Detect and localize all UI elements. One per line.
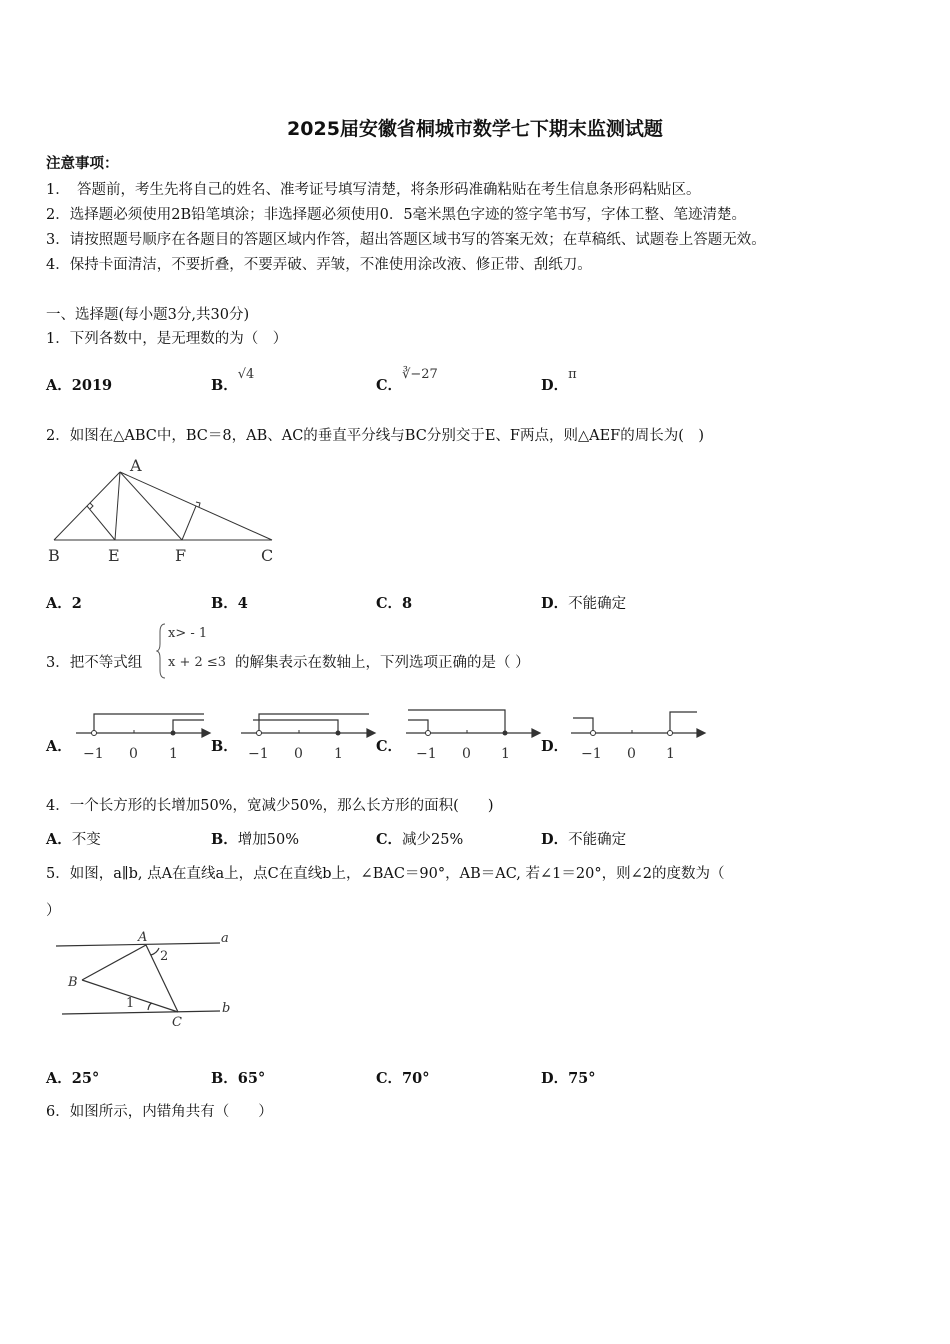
- q3-option-d[interactable]: D．: [541, 738, 569, 755]
- question-3-stem-pre: 3．把不等式组: [46, 655, 143, 671]
- q3-numberline-c: [404, 706, 544, 764]
- q5-option-a[interactable]: A．25°: [46, 1070, 100, 1087]
- q2-option-c[interactable]: C．8: [376, 595, 413, 612]
- q2-label-e: E: [108, 546, 120, 565]
- question-5-stem: 5．如图，a∥b, 点A在直线a上，点C在直线b上，∠BAC＝90°，AB＝AC, 若∠1＝20°，则∠2的度数为（: [46, 866, 725, 882]
- q3b-tick-0: 0: [294, 746, 303, 762]
- notice-heading: 注意事项：: [46, 155, 119, 172]
- q5-parallel-lines-figure: [52, 926, 242, 1032]
- q3d-tick-0: 0: [627, 746, 636, 762]
- q3-option-a[interactable]: A．: [46, 738, 72, 755]
- q1-option-a[interactable]: A．2019: [46, 377, 113, 394]
- q2-option-d[interactable]: D．不能确定: [541, 595, 627, 612]
- q3-numberline-b: [239, 706, 379, 764]
- question-4-stem: 4．一个长方形的长增加50%，宽减少50%，那么长方形的面积( ): [46, 798, 494, 814]
- q3-numberline-a: [74, 706, 214, 764]
- question-3-stem-post: 的解集表示在数轴上，下列选项正确的是（ ）: [235, 655, 530, 671]
- q3-option-b[interactable]: B．: [211, 738, 238, 755]
- q3-option-c[interactable]: C．: [376, 738, 403, 755]
- q5-angle-2: 2: [160, 949, 169, 964]
- q1-option-b[interactable]: B．√4: [211, 367, 255, 394]
- q2-label-f: F: [175, 546, 187, 565]
- q5-option-c[interactable]: C．70°: [376, 1070, 430, 1087]
- q3b-tick-neg1: −1: [248, 746, 269, 762]
- q5-label-c-point: C: [172, 1015, 182, 1030]
- q5-angle-1: 1: [126, 996, 135, 1011]
- q5-label-line-b: b: [222, 1001, 231, 1016]
- q2-label-b: B: [48, 546, 60, 565]
- question-5-stem-cont: ）: [46, 903, 61, 919]
- q3c-tick-0: 0: [462, 746, 471, 762]
- q1-option-d[interactable]: D．π: [541, 367, 577, 394]
- question-2-stem: 2．如图在△ABC中，BC＝8，AB、AC的垂直平分线与BC分别交于E、F两点，则△AEF的周长为( ): [46, 428, 705, 444]
- q2-label-a: A: [130, 456, 142, 475]
- question-6-stem: 6．如图所示，内错角共有（ ）: [46, 1104, 273, 1120]
- notice-item-1: 1． 答题前，考生先将自己的姓名、准考证号填写清楚，将条形码准确粘贴在考生信息条形码粘贴区。: [46, 182, 701, 198]
- q3-system-line-2: x + 2 ≤3: [168, 655, 227, 670]
- q3c-tick-neg1: −1: [416, 746, 437, 762]
- q3-brace: [156, 622, 166, 680]
- q4-option-a[interactable]: A．不变: [46, 831, 101, 848]
- page-title: 2025届安徽省桐城市数学七下期末监测试题: [287, 118, 663, 140]
- q2-triangle-figure: [44, 452, 284, 570]
- q2-label-c: C: [261, 546, 274, 565]
- q3d-tick-neg1: −1: [581, 746, 602, 762]
- question-1-stem: 1．下列各数中，是无理数的为（ ）: [46, 331, 288, 347]
- q3-system-line-1: x> - 1: [168, 626, 208, 641]
- q3a-tick-0: 0: [129, 746, 138, 762]
- notice-item-3: 3．请按照题号顺序在各题目的答题区域内作答，超出答题区域书写的答案无效；在草稿纸、试题卷上答题无效。: [46, 232, 766, 248]
- q1-option-c[interactable]: C．∛−27: [376, 367, 438, 394]
- q2-option-b[interactable]: B．4: [211, 595, 248, 612]
- q5-label-b-point: B: [68, 975, 78, 990]
- q3d-tick-1: 1: [666, 746, 675, 762]
- q3a-tick-1: 1: [169, 746, 178, 762]
- q4-option-c[interactable]: C．减少25%: [376, 831, 464, 848]
- q3-numberline-d: [569, 706, 709, 764]
- section-heading: 一、选择题(每小题3分,共30分): [46, 307, 250, 323]
- q5-label-a-point: A: [138, 930, 148, 945]
- q5-label-line-a: a: [221, 931, 229, 946]
- q5-option-d[interactable]: D．75°: [541, 1070, 596, 1087]
- q4-option-b[interactable]: B．增加50%: [211, 831, 299, 848]
- q3c-tick-1: 1: [501, 746, 510, 762]
- notice-item-4: 4．保持卡面清洁，不要折叠，不要弄破、弄皱，不准使用涂改液、修正带、刮纸刀。: [46, 257, 592, 273]
- q3b-tick-1: 1: [334, 746, 343, 762]
- notice-item-2: 2．选择题必须使用2B铅笔填涂；非选择题必须使用0．5毫米黑色字迹的签字笔书写，字体工整、笔迹清楚。: [46, 207, 747, 223]
- q2-option-a[interactable]: A．2: [46, 595, 82, 612]
- q5-option-b[interactable]: B．65°: [211, 1070, 266, 1087]
- q4-option-d[interactable]: D．不能确定: [541, 831, 627, 848]
- q3a-tick-neg1: −1: [83, 746, 104, 762]
